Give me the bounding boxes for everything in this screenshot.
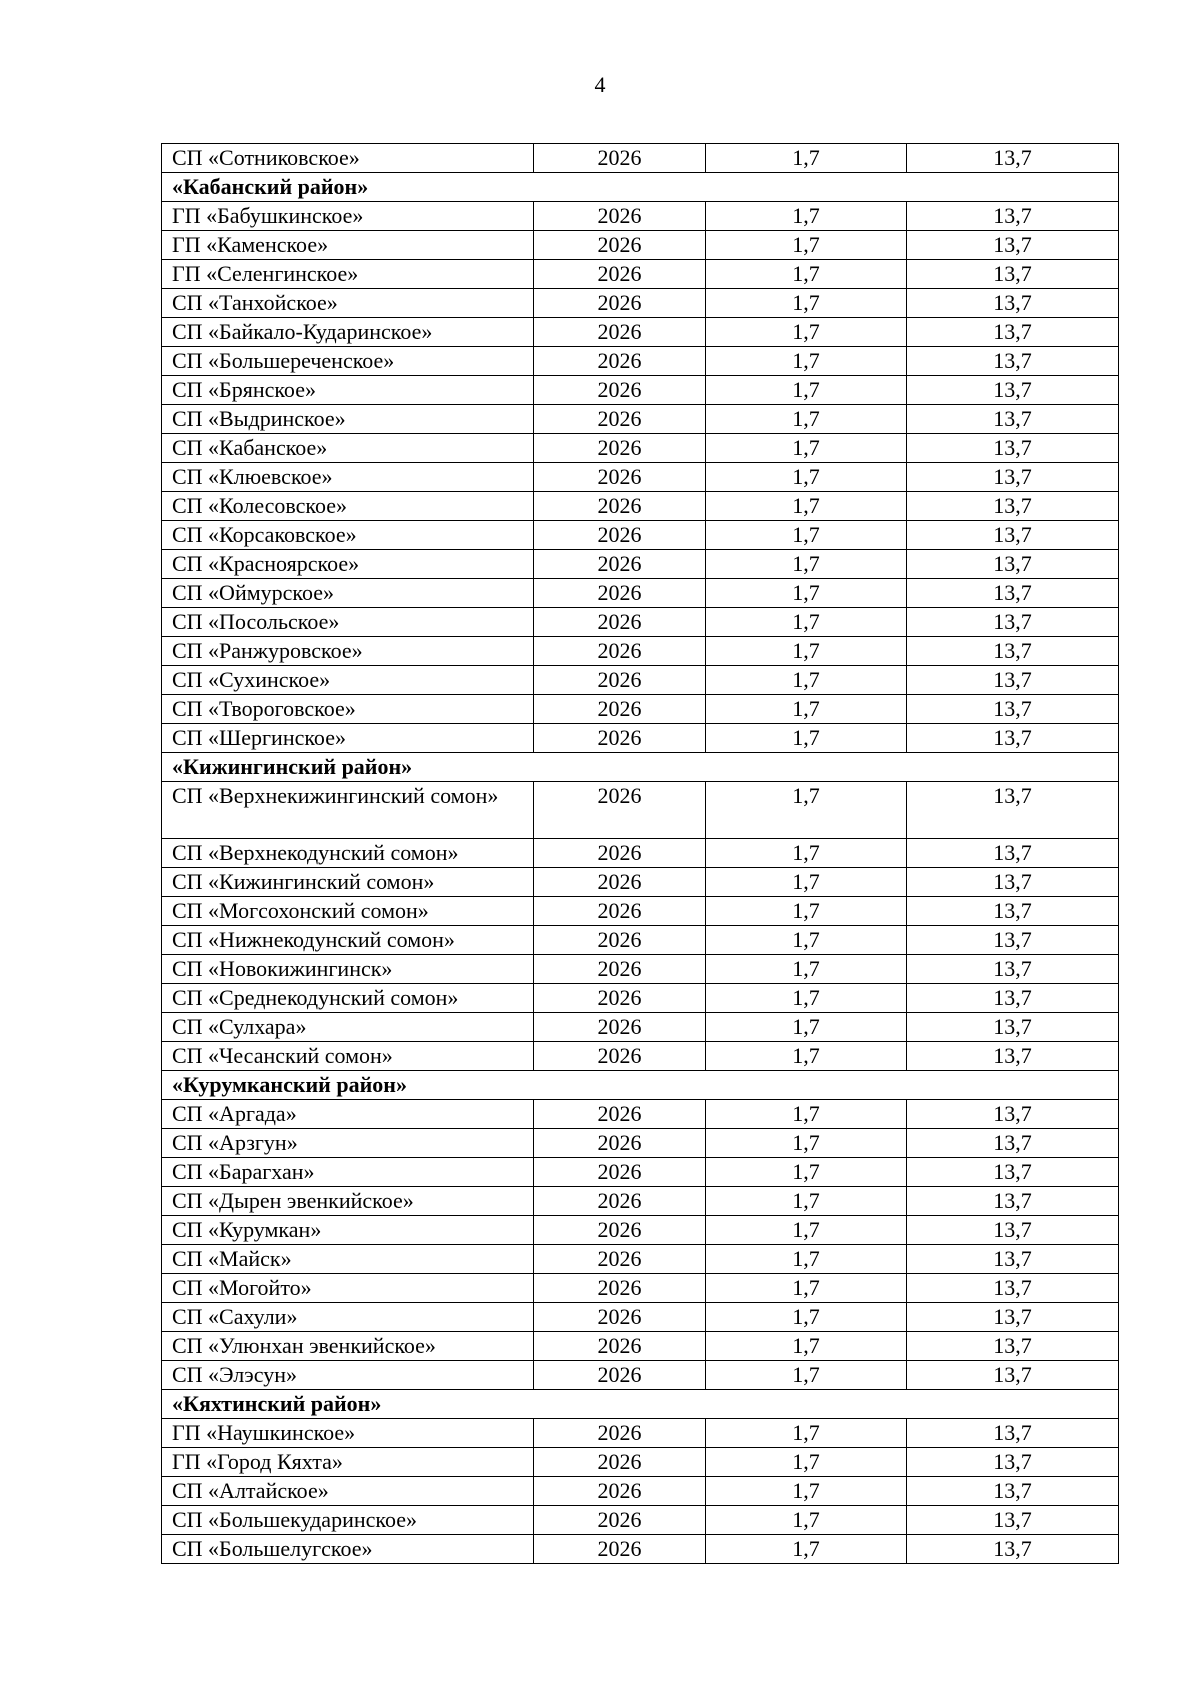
value-2-cell: 13,7 xyxy=(907,1332,1119,1361)
table-row xyxy=(162,434,1119,463)
year-cell: 2026 xyxy=(534,1274,706,1303)
settlement-name: СП «Арзгун» xyxy=(162,1129,534,1158)
settlement-name: СП «Среднекодунский сомон» xyxy=(162,984,534,1013)
settlement-name: СП «Аргада» xyxy=(162,1100,534,1129)
settlement-name: СП «Сухинское» xyxy=(162,666,534,695)
settlement-name: СП «Сотниковское» xyxy=(162,144,534,173)
value-2-cell: 13,7 xyxy=(907,868,1119,897)
year-cell: 2026 xyxy=(534,260,706,289)
district-name: «Кяхтинский район» xyxy=(162,1390,1119,1419)
value-1-cell: 1,7 xyxy=(706,1535,907,1564)
table-row xyxy=(162,782,1119,839)
value-2-cell: 13,7 xyxy=(907,463,1119,492)
value-1-cell: 1,7 xyxy=(706,839,907,868)
settlement-name: СП «Брянское» xyxy=(162,376,534,405)
year-cell: 2026 xyxy=(534,1361,706,1390)
value-1-cell: 1,7 xyxy=(706,1100,907,1129)
year-cell: 2026 xyxy=(534,637,706,666)
value-1-cell: 1,7 xyxy=(706,463,907,492)
settlement-name: СП «Барагхан» xyxy=(162,1158,534,1187)
year-cell: 2026 xyxy=(534,1448,706,1477)
value-2-cell: 13,7 xyxy=(907,1013,1119,1042)
value-2-cell: 13,7 xyxy=(907,1361,1119,1390)
value-1-cell: 1,7 xyxy=(706,1129,907,1158)
table-row xyxy=(162,608,1119,637)
year-cell: 2026 xyxy=(534,1013,706,1042)
settlement-name: ГП «Город Кяхта» xyxy=(162,1448,534,1477)
district-header-row xyxy=(162,173,1119,202)
value-2-cell: 13,7 xyxy=(907,724,1119,753)
value-2-cell: 13,7 xyxy=(907,1274,1119,1303)
year-cell: 2026 xyxy=(534,1303,706,1332)
settlement-name: СП «Нижнекодунский сомон» xyxy=(162,926,534,955)
year-cell: 2026 xyxy=(534,289,706,318)
settlement-name: СП «Клюевское» xyxy=(162,463,534,492)
value-2-cell: 13,7 xyxy=(907,637,1119,666)
year-cell: 2026 xyxy=(534,1042,706,1071)
settlement-name: СП «Майск» xyxy=(162,1245,534,1274)
settlement-name: СП «Ранжуровское» xyxy=(162,637,534,666)
table-row xyxy=(162,1361,1119,1390)
value-1-cell: 1,7 xyxy=(706,579,907,608)
value-1-cell: 1,7 xyxy=(706,868,907,897)
value-2-cell: 13,7 xyxy=(907,839,1119,868)
table-row xyxy=(162,1535,1119,1564)
table-row xyxy=(162,1042,1119,1071)
value-2-cell: 13,7 xyxy=(907,1187,1119,1216)
settlements-table xyxy=(161,143,1119,1564)
settlement-name: СП «Танхойское» xyxy=(162,289,534,318)
value-1-cell: 1,7 xyxy=(706,1361,907,1390)
settlement-name: СП «Чесанский сомон» xyxy=(162,1042,534,1071)
table-row xyxy=(162,984,1119,1013)
settlement-name: СП «Сахули» xyxy=(162,1303,534,1332)
value-1-cell: 1,7 xyxy=(706,289,907,318)
table-row xyxy=(162,1274,1119,1303)
table-row xyxy=(162,376,1119,405)
value-1-cell: 1,7 xyxy=(706,1274,907,1303)
table-row xyxy=(162,1332,1119,1361)
value-1-cell: 1,7 xyxy=(706,984,907,1013)
value-2-cell: 13,7 xyxy=(907,289,1119,318)
settlement-name: СП «Выдринское» xyxy=(162,405,534,434)
year-cell: 2026 xyxy=(534,405,706,434)
settlement-name: СП «Курумкан» xyxy=(162,1216,534,1245)
value-1-cell: 1,7 xyxy=(706,550,907,579)
district-header-row xyxy=(162,1390,1119,1419)
value-2-cell: 13,7 xyxy=(907,376,1119,405)
table-row xyxy=(162,318,1119,347)
settlement-name: СП «Корсаковское» xyxy=(162,521,534,550)
value-2-cell: 13,7 xyxy=(907,955,1119,984)
year-cell: 2026 xyxy=(534,434,706,463)
year-cell: 2026 xyxy=(534,1535,706,1564)
value-2-cell: 13,7 xyxy=(907,897,1119,926)
settlement-name: СП «Могсохонский сомон» xyxy=(162,897,534,926)
value-1-cell: 1,7 xyxy=(706,1332,907,1361)
year-cell: 2026 xyxy=(534,782,706,839)
value-1-cell: 1,7 xyxy=(706,608,907,637)
year-cell: 2026 xyxy=(534,463,706,492)
value-2-cell: 13,7 xyxy=(907,579,1119,608)
year-cell: 2026 xyxy=(534,666,706,695)
table-row xyxy=(162,955,1119,984)
table-row xyxy=(162,260,1119,289)
table-row xyxy=(162,897,1119,926)
table-row xyxy=(162,579,1119,608)
value-2-cell: 13,7 xyxy=(907,1100,1119,1129)
settlement-name: СП «Улюнхан эвенкийское» xyxy=(162,1332,534,1361)
year-cell: 2026 xyxy=(534,202,706,231)
table-row xyxy=(162,1245,1119,1274)
settlement-name: СП «Посольское» xyxy=(162,608,534,637)
value-1-cell: 1,7 xyxy=(706,202,907,231)
value-2-cell: 13,7 xyxy=(907,1303,1119,1332)
value-1-cell: 1,7 xyxy=(706,260,907,289)
settlement-name: СП «Большекударинское» xyxy=(162,1506,534,1535)
table-row xyxy=(162,231,1119,260)
year-cell: 2026 xyxy=(534,1216,706,1245)
value-2-cell: 13,7 xyxy=(907,1535,1119,1564)
district-name: «Курумканский район» xyxy=(162,1071,1119,1100)
value-2-cell: 13,7 xyxy=(907,1419,1119,1448)
value-1-cell: 1,7 xyxy=(706,1013,907,1042)
table-row xyxy=(162,637,1119,666)
settlement-name: СП «Большереченское» xyxy=(162,347,534,376)
table-row xyxy=(162,1100,1119,1129)
value-1-cell: 1,7 xyxy=(706,521,907,550)
table-row xyxy=(162,1013,1119,1042)
table-row xyxy=(162,1448,1119,1477)
table-row xyxy=(162,405,1119,434)
table-row xyxy=(162,868,1119,897)
value-1-cell: 1,7 xyxy=(706,347,907,376)
value-2-cell: 13,7 xyxy=(907,608,1119,637)
settlement-name: ГП «Бабушкинское» xyxy=(162,202,534,231)
value-1-cell: 1,7 xyxy=(706,1448,907,1477)
settlement-name: СП «Байкало-Кударинское» xyxy=(162,318,534,347)
value-1-cell: 1,7 xyxy=(706,492,907,521)
table-row xyxy=(162,550,1119,579)
year-cell: 2026 xyxy=(534,1245,706,1274)
value-2-cell: 13,7 xyxy=(907,695,1119,724)
year-cell: 2026 xyxy=(534,695,706,724)
value-1-cell: 1,7 xyxy=(706,1419,907,1448)
year-cell: 2026 xyxy=(534,1158,706,1187)
table-row xyxy=(162,1129,1119,1158)
value-1-cell: 1,7 xyxy=(706,1245,907,1274)
value-1-cell: 1,7 xyxy=(706,1216,907,1245)
table-row xyxy=(162,521,1119,550)
settlement-name: СП «Верхнекижингинский сомон» xyxy=(162,782,534,839)
value-2-cell: 13,7 xyxy=(907,260,1119,289)
table-row xyxy=(162,666,1119,695)
value-1-cell: 1,7 xyxy=(706,897,907,926)
table-row xyxy=(162,1477,1119,1506)
district-header-row xyxy=(162,753,1119,782)
year-cell: 2026 xyxy=(534,926,706,955)
value-1-cell: 1,7 xyxy=(706,1042,907,1071)
value-1-cell: 1,7 xyxy=(706,1477,907,1506)
value-1-cell: 1,7 xyxy=(706,231,907,260)
settlement-name: ГП «Каменское» xyxy=(162,231,534,260)
year-cell: 2026 xyxy=(534,868,706,897)
year-cell: 2026 xyxy=(534,839,706,868)
year-cell: 2026 xyxy=(534,550,706,579)
year-cell: 2026 xyxy=(534,1332,706,1361)
value-1-cell: 1,7 xyxy=(706,318,907,347)
settlement-name: СП «Красноярское» xyxy=(162,550,534,579)
value-1-cell: 1,7 xyxy=(706,1303,907,1332)
settlement-name: ГП «Селенгинское» xyxy=(162,260,534,289)
year-cell: 2026 xyxy=(534,1506,706,1535)
value-2-cell: 13,7 xyxy=(907,492,1119,521)
table-row xyxy=(162,1187,1119,1216)
value-1-cell: 1,7 xyxy=(706,637,907,666)
value-1-cell: 1,7 xyxy=(706,434,907,463)
table-row xyxy=(162,1303,1119,1332)
value-2-cell: 13,7 xyxy=(907,984,1119,1013)
year-cell: 2026 xyxy=(534,492,706,521)
table-row xyxy=(162,1158,1119,1187)
value-2-cell: 13,7 xyxy=(907,434,1119,463)
settlement-name: СП «Дырен эвенкийское» xyxy=(162,1187,534,1216)
district-name: «Кабанский район» xyxy=(162,173,1119,202)
value-2-cell: 13,7 xyxy=(907,318,1119,347)
table-row xyxy=(162,463,1119,492)
settlement-name: СП «Оймурское» xyxy=(162,579,534,608)
settlement-name: СП «Алтайское» xyxy=(162,1477,534,1506)
value-1-cell: 1,7 xyxy=(706,926,907,955)
year-cell: 2026 xyxy=(534,144,706,173)
settlement-name: СП «Элэсун» xyxy=(162,1361,534,1390)
table-row xyxy=(162,839,1119,868)
value-1-cell: 1,7 xyxy=(706,405,907,434)
year-cell: 2026 xyxy=(534,1100,706,1129)
settlement-name: СП «Новокижингинск» xyxy=(162,955,534,984)
district-name: «Кижингинский район» xyxy=(162,753,1119,782)
table-body xyxy=(162,144,1119,1564)
value-2-cell: 13,7 xyxy=(907,1477,1119,1506)
value-1-cell: 1,7 xyxy=(706,144,907,173)
value-2-cell: 13,7 xyxy=(907,782,1119,839)
value-2-cell: 13,7 xyxy=(907,1506,1119,1535)
value-2-cell: 13,7 xyxy=(907,1158,1119,1187)
settlement-name: СП «Кабанское» xyxy=(162,434,534,463)
value-2-cell: 13,7 xyxy=(907,521,1119,550)
table-row xyxy=(162,492,1119,521)
settlement-name: СП «Твороговское» xyxy=(162,695,534,724)
value-1-cell: 1,7 xyxy=(706,376,907,405)
district-header-row xyxy=(162,1071,1119,1100)
value-1-cell: 1,7 xyxy=(706,955,907,984)
table-row xyxy=(162,695,1119,724)
table-row xyxy=(162,289,1119,318)
year-cell: 2026 xyxy=(534,608,706,637)
value-2-cell: 13,7 xyxy=(907,666,1119,695)
settlement-name: СП «Сулхара» xyxy=(162,1013,534,1042)
value-1-cell: 1,7 xyxy=(706,1187,907,1216)
table-row xyxy=(162,1506,1119,1535)
year-cell: 2026 xyxy=(534,984,706,1013)
settlement-name: СП «Кижингинский сомон» xyxy=(162,868,534,897)
value-2-cell: 13,7 xyxy=(907,926,1119,955)
year-cell: 2026 xyxy=(534,724,706,753)
value-1-cell: 1,7 xyxy=(706,666,907,695)
settlement-name: СП «Верхнекодунский сомон» xyxy=(162,839,534,868)
settlement-name: СП «Шергинское» xyxy=(162,724,534,753)
table-row xyxy=(162,724,1119,753)
table-row xyxy=(162,144,1119,173)
year-cell: 2026 xyxy=(534,1477,706,1506)
value-2-cell: 13,7 xyxy=(907,347,1119,376)
table-row xyxy=(162,202,1119,231)
year-cell: 2026 xyxy=(534,231,706,260)
settlement-name: ГП «Наушкинское» xyxy=(162,1419,534,1448)
value-2-cell: 13,7 xyxy=(907,1129,1119,1158)
table-row xyxy=(162,1216,1119,1245)
value-1-cell: 1,7 xyxy=(706,695,907,724)
value-2-cell: 13,7 xyxy=(907,144,1119,173)
year-cell: 2026 xyxy=(534,955,706,984)
value-2-cell: 13,7 xyxy=(907,1245,1119,1274)
value-1-cell: 1,7 xyxy=(706,1158,907,1187)
settlement-name: СП «Большелугское» xyxy=(162,1535,534,1564)
year-cell: 2026 xyxy=(534,1129,706,1158)
year-cell: 2026 xyxy=(534,897,706,926)
year-cell: 2026 xyxy=(534,579,706,608)
table-row xyxy=(162,1419,1119,1448)
settlement-name: СП «Колесовское» xyxy=(162,492,534,521)
table-row xyxy=(162,347,1119,376)
value-2-cell: 13,7 xyxy=(907,1042,1119,1071)
year-cell: 2026 xyxy=(534,347,706,376)
value-2-cell: 13,7 xyxy=(907,202,1119,231)
year-cell: 2026 xyxy=(534,318,706,347)
table-row xyxy=(162,926,1119,955)
value-2-cell: 13,7 xyxy=(907,550,1119,579)
value-1-cell: 1,7 xyxy=(706,724,907,753)
settlement-name: СП «Могойто» xyxy=(162,1274,534,1303)
year-cell: 2026 xyxy=(534,376,706,405)
year-cell: 2026 xyxy=(534,1419,706,1448)
value-2-cell: 13,7 xyxy=(907,1448,1119,1477)
year-cell: 2026 xyxy=(534,521,706,550)
value-1-cell: 1,7 xyxy=(706,782,907,839)
value-2-cell: 13,7 xyxy=(907,1216,1119,1245)
page-number: 4 xyxy=(594,72,606,97)
year-cell: 2026 xyxy=(534,1187,706,1216)
value-2-cell: 13,7 xyxy=(907,405,1119,434)
value-1-cell: 1,7 xyxy=(706,1506,907,1535)
value-2-cell: 13,7 xyxy=(907,231,1119,260)
